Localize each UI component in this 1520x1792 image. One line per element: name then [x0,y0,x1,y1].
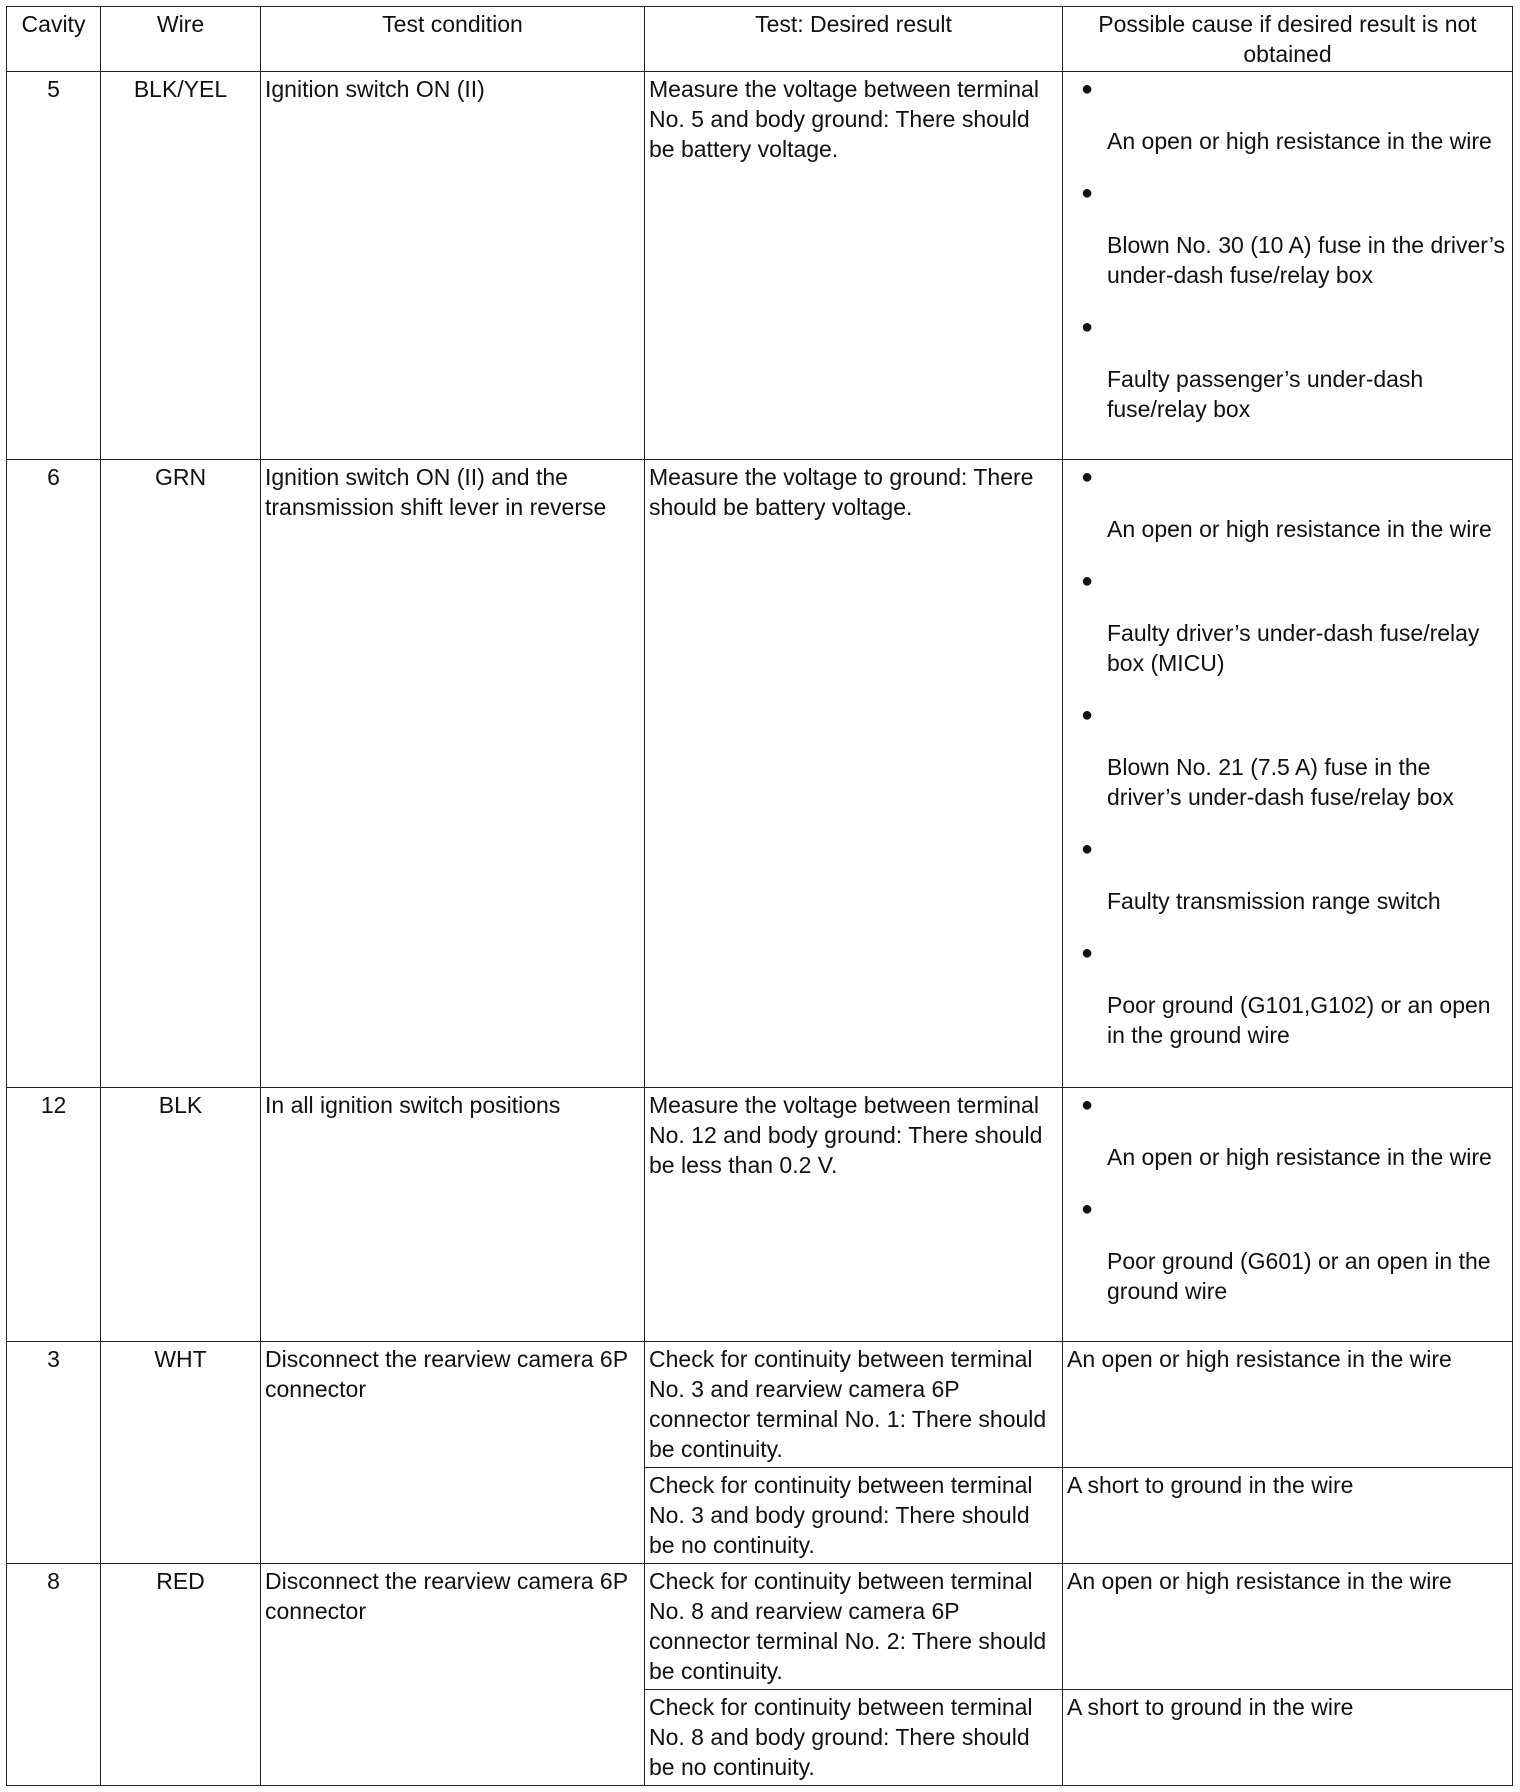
cause-cell: An open or high resistance in the wire [1063,1564,1513,1690]
bullet-icon: ● [1081,316,1094,338]
diagnostic-table-frame [6,6,1512,1786]
cause-item: An open or high resistance in the wire [1107,1144,1492,1170]
table-row [7,1342,1513,1468]
desired-result-cell: Measure the voltage between terminal No. 5 and body ground: There should be battery voltage. [645,72,1063,460]
cause-cell: A short to ground in the wire [1063,1690,1513,1786]
desired-result-cell: Check for continuity between terminal No. 3 and rearview camera 6P connector terminal No. 1: There should be continuity. [645,1342,1063,1468]
header-cavity: Cavity [7,7,101,72]
cause-item: Faulty passenger’s under-dash fuse/relay box [1107,366,1424,422]
cavity-cell: 6 [7,460,101,1088]
wire-cell: RED [101,1564,261,1786]
cause-item: An open or high resistance in the wire [1107,128,1492,154]
table-row [7,460,1513,1088]
cause-item: Blown No. 21 (7.5 A) fuse in the driver’s under-dash fuse/relay box [1107,754,1454,810]
table-row [7,1564,1513,1690]
bullet-icon: ● [1081,182,1094,204]
header-test-condition: Test condition [261,7,645,72]
cause-item: Faulty transmission range switch [1107,888,1441,914]
bullet-icon: ● [1081,78,1094,100]
header-wire: Wire [101,7,261,72]
desired-result-cell: Measure the voltage to ground: There should be battery voltage. [645,460,1063,1088]
header-possible-cause: Possible cause if desired result is not obtained [1063,7,1513,72]
cause-item: Blown No. 30 (10 A) fuse in the driver’s under-dash fuse/relay box [1107,232,1506,288]
cause-item: An open or high resistance in the wire [1107,516,1492,542]
condition-cell: Disconnect the rearview camera 6P connector [261,1342,645,1564]
bullet-icon: ● [1081,838,1094,860]
table-row [7,72,1513,460]
wire-cell: BLK/YEL [101,72,261,460]
desired-result-cell: Measure the voltage between terminal No. 12 and body ground: There should be less than 0.2 V. [645,1088,1063,1342]
header-row [7,7,1513,72]
cavity-cell: 5 [7,72,101,460]
condition-cell: Ignition switch ON (II) [261,72,645,460]
cause-list-cell [1063,460,1513,1088]
condition-cell: Disconnect the rearview camera 6P connector [261,1564,645,1786]
cause-cell: An open or high resistance in the wire [1063,1342,1513,1468]
cause-item: Poor ground (G601) or an open in the ground wire [1107,1248,1491,1304]
cause-item: Poor ground (G101,G102) or an open in the ground wire [1107,992,1491,1048]
cavity-cell: 3 [7,1342,101,1564]
desired-result-cell: Check for continuity between terminal No. 3 and body ground: There should be no continuity. [645,1468,1063,1564]
cause-list-cell [1063,72,1513,460]
cause-cell: A short to ground in the wire [1063,1468,1513,1564]
condition-cell: Ignition switch ON (II) and the transmission shift lever in reverse [261,460,645,1088]
wire-cell: WHT [101,1342,261,1564]
bullet-icon: ● [1081,570,1094,592]
bullet-icon: ● [1081,466,1094,488]
cavity-cell: 12 [7,1088,101,1342]
table-row [7,1088,1513,1342]
cavity-cell: 8 [7,1564,101,1786]
condition-cell: In all ignition switch positions [261,1088,645,1342]
cause-list-cell [1063,1088,1513,1342]
bullet-icon: ● [1081,942,1094,964]
wire-cell: GRN [101,460,261,1088]
wire-cell: BLK [101,1088,261,1342]
desired-result-cell: Check for continuity between terminal No. 8 and body ground: There should be no continuity. [645,1690,1063,1786]
cause-item: Faulty driver’s under-dash fuse/relay box (MICU) [1107,620,1480,676]
connector-test-table [6,6,1513,1786]
bullet-icon: ● [1081,704,1094,726]
desired-result-cell: Check for continuity between terminal No. 8 and rearview camera 6P connector terminal No. 2: There should be continuity. [645,1564,1063,1690]
header-desired-result: Test: Desired result [645,7,1063,72]
bullet-icon: ● [1081,1094,1094,1116]
bullet-icon: ● [1081,1198,1094,1220]
